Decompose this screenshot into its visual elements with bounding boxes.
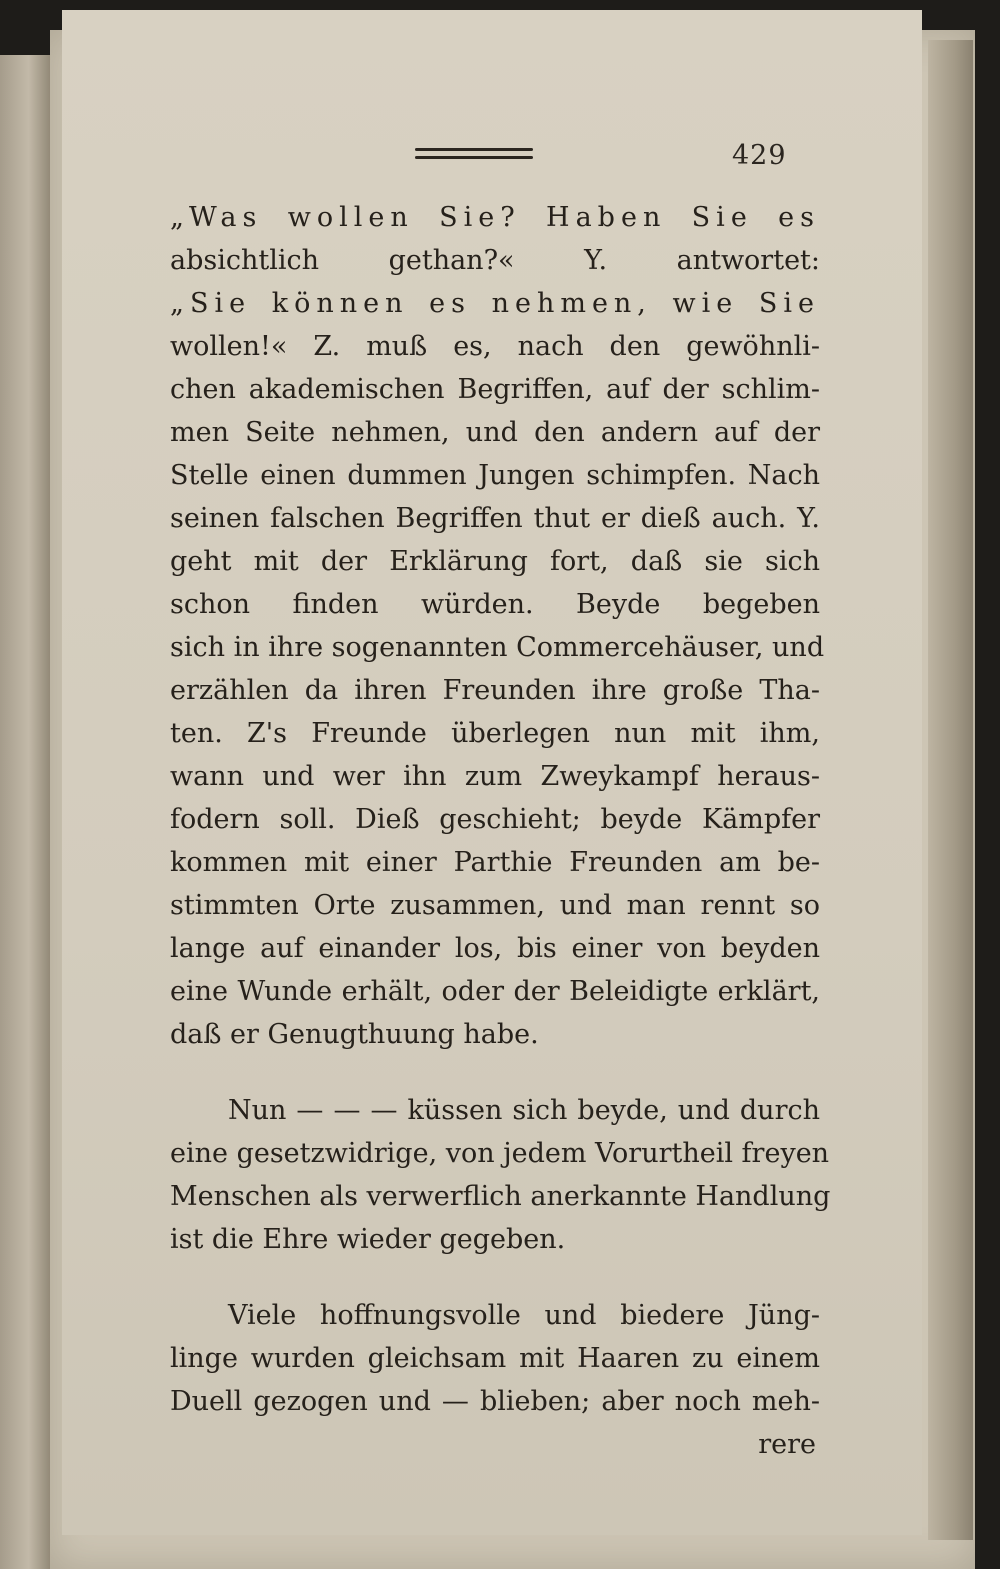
text-line: chen akademischen Begriffen, auf der schlim- <box>170 374 820 405</box>
text-line: Duell gezogen und — blieben; aber noch meh- <box>170 1386 820 1417</box>
text-line: ist die Ehre wieder gegeben. <box>170 1224 566 1255</box>
page-stack-edge <box>928 40 973 1540</box>
text-line: kommen mit einer Parthie Freunden am be- <box>170 847 820 878</box>
text-line: eine Wunde erhält, oder der Beleidigte erklärt, <box>170 976 820 1007</box>
text-line: erzählen da ihren Freunden ihre große Tha- <box>170 675 820 706</box>
text-line: Menschen als verwerflich anerkannte Handlung <box>170 1181 831 1212</box>
body-text <box>170 196 831 1466</box>
page-number: 429 <box>732 140 787 171</box>
text-line: geht mit der Erklärung fort, daß sie sich <box>170 546 820 577</box>
text-line: Stelle einen dummen Jungen schimpfen. Nach <box>170 460 820 491</box>
text-line: Nun — — — küssen sich beyde, und durch <box>228 1095 820 1126</box>
text-line: ten. Z's Freunde überlegen nun mit ihm, <box>170 718 820 749</box>
text-line: „Sie können es nehmen, wie Sie <box>170 288 820 319</box>
text-line: sich in ihre sogenannten Commercehäuser, und <box>170 632 825 663</box>
text-line: fodern soll. Dieß geschieht; beyde Kämpfer <box>170 804 820 835</box>
text-line: schon finden würden. Beyde begeben <box>170 589 820 620</box>
text-line: daß er Genugthuung habe. <box>170 1019 539 1050</box>
text-line: lange auf einander los, bis einer von beyden <box>170 933 820 964</box>
text-line: wann und wer ihn zum Zweykampf heraus- <box>170 761 820 792</box>
text-line: stimmten Orte zusammen, und man rennt so <box>170 890 820 921</box>
text-line: wollen!« Z. muß es, nach den gewöhnli- <box>170 331 820 362</box>
catchword: rere <box>758 1429 816 1460</box>
paragraph-gap <box>170 1261 820 1294</box>
text-line: eine gesetzwidrige, von jedem Vorurtheil freyen <box>170 1138 830 1169</box>
text-line: Viele hoffnungsvolle und biedere Jüng- <box>228 1300 820 1331</box>
text-line: linge wurden gleichsam mit Haaren zu einem <box>170 1343 820 1374</box>
previous-page-edge <box>0 55 52 1569</box>
text-line: „Was wollen Sie? Haben Sie es <box>170 202 820 233</box>
text-line: absichtlich gethan?« Y. antwortet: <box>170 245 820 276</box>
text-line: men Seite nehmen, und den andern auf der <box>170 417 820 448</box>
text-line: seinen falschen Begriffen thut er dieß auch. Y. <box>170 503 820 534</box>
header-ornament-rule <box>415 148 533 164</box>
paragraph-gap <box>170 1056 820 1089</box>
